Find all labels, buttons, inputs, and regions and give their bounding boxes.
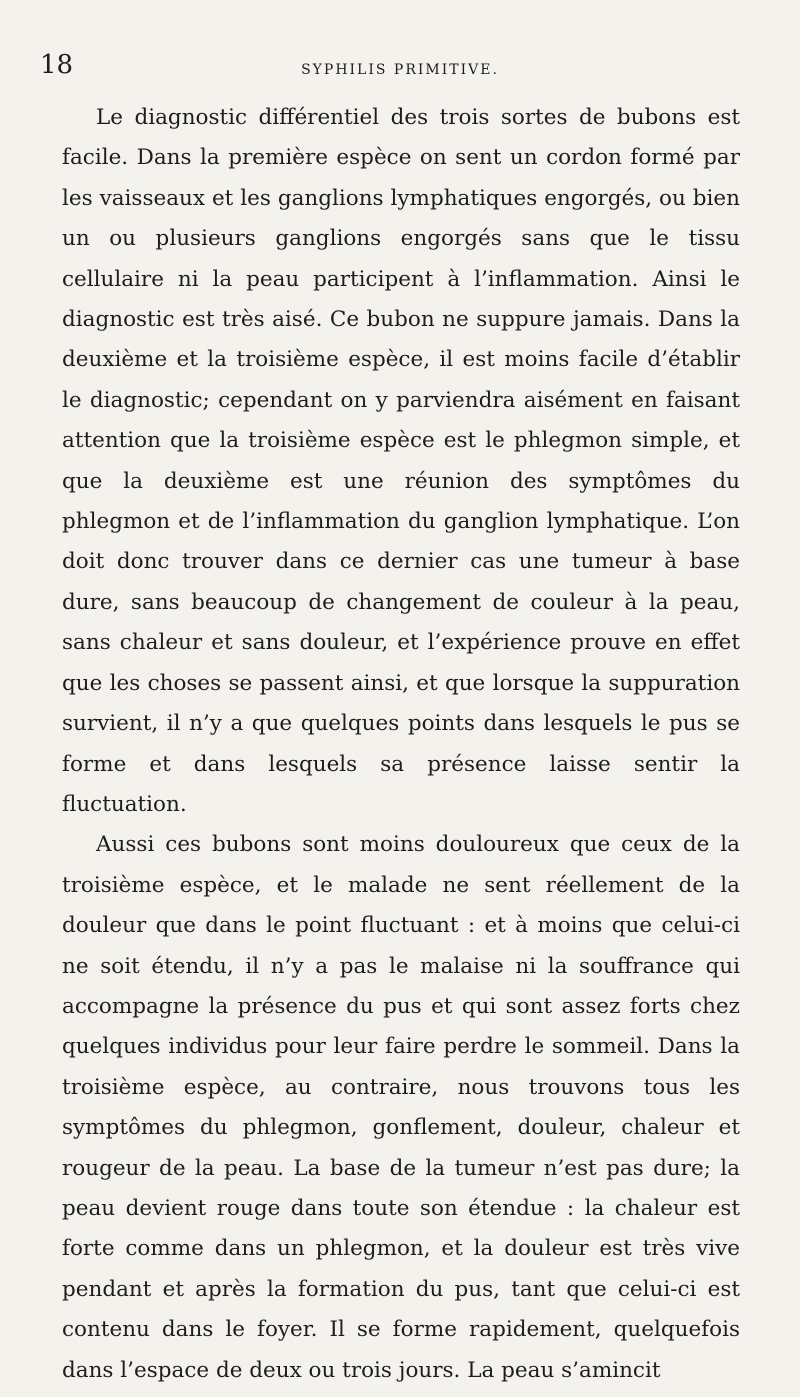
page-number: 18 xyxy=(40,50,74,80)
page-header xyxy=(40,50,760,90)
paragraph-1: Le diagnostic différentiel des trois sortes de bubons est facile. Dans la première espèce on sent un cordon formé par les vaisseaux et les ganglions lymphatiques engorgés, ou bien un ou plusieurs ganglions engorgés sans que le tissu cellulaire ni la peau participent à l’inflammation. Ainsi le diagnostic est très aisé. Ce bubon ne suppure jamais. Dans la deuxième et la troisième espèce, il est moins facile d’établir le diagnostic; cependant on y parviendra aisément en faisant attention que la troisième espèce est le phlegmon simple, et que la deuxième est une réunion des symptômes du phlegmon et de l’inflammation du ganglion lymphatique. L’on doit donc trouver dans ce dernier cas une tumeur à base dure, sans beaucoup de changement de couleur à la peau, sans chaleur et sans douleur, et l’expérience prouve en effet que les choses se passent ainsi, et que lorsque la suppuration survient, il n’y a que quelques points dans lesquels le pus se forme et dans lesquels sa présence laisse sentir la fluctuation. xyxy=(62,105,740,817)
body-text xyxy=(62,98,740,1391)
paragraph-2: Aussi ces bubons sont moins douloureux que ceux de la troisième espèce, et le malade ne sent réellement de la douleur que dans le point fluctuant : et à moins que celui-ci ne soit étendu, il n’y a pas le malaise ni la souffrance qui accompagne la présence du pus et qui sont assez forts chez quelques individus pour leur faire perdre le sommeil. Dans la troisième espèce, au contraire, nous trouvons tous les symptômes du phlegmon, gonflement, douleur, chaleur et rougeur de la peau. La base de la tumeur n’est pas dure; la peau devient rouge dans toute son étendue : la chaleur est forte comme dans un phlegmon, et la douleur est très vive pendant et après la formation du pus, tant que celui-ci est contenu dans le foyer. Il se forme rapidement, quelquefois dans l’espace de deux ou trois jours. La peau s’amincit xyxy=(62,832,740,1383)
running-title: SYPHILIS PRIMITIVE. xyxy=(301,62,499,78)
